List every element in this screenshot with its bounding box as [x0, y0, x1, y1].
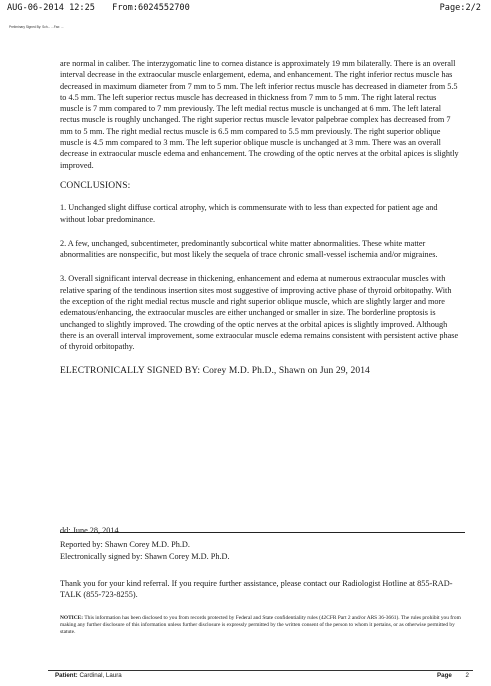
dictation-date: dd: June 28, 2014: [60, 526, 119, 535]
reported-by: Reported by: Shawn Corey M.D. Ph.D.: [60, 540, 190, 550]
page-number: 2: [465, 672, 469, 679]
findings-paragraph: are normal in caliber. The interzygomatic line to cornea distance is approximately 19 mm bilaterally. There is an overall interval decrease in the extraocular muscle enlargement, edema, and enhancement. The right inferior rectus muscle has decreased in maximum diameter from 7 mm to 5 mm. The left inferior rectus muscle has decreased in diameter from 5.5 to 4.5 mm. The left superior rectus muscle has decreased in thickness from 7 mm to 5 mm. The right lateral rectus muscle is 7 mm compared to 7 mm previously. The left medial rectus muscle is unchanged at 6 mm. The left lateral rectus muscle is roughly unchanged. The right superior rectus muscle levator palpebrae complex has decreased from 7 mm to 5 mm. The right medial rectus muscle is 6.5 mm compared to 5.5 mm previously. The right superior oblique muscle is 4.5 mm compared to 3 mm. The left superior oblique muscle is unchanged at 3 mm. There was an overall decrease in extraocular muscle edema and enhancement. The crowding of the optic nerves at the orbital apices is slightly improved.: [60, 59, 459, 170]
dictation-divider: [60, 532, 465, 533]
footer-divider: [48, 670, 473, 671]
fax-header: [7, 3, 481, 15]
conclusion-item-3: 3. Overall significant interval decrease in thickening, enhancement and edema at numerous extraocular muscles with relative sparing of the tendinous insertion sites most suggestive of improving active phase of thyroid orbitopathy. With the exception of the right medial rectus muscle and right superior oblique muscle, which are slightly larger and more edematous/enhancing, the extraocular muscles are either unchanged or smaller in size. The borderline proptosis is unchanged to slightly improved. The crowding of the optic nerves at the orbital apices is slightly improved. Although there is an overall interval improvement, some extraocular muscle edema remains consistent with persistent active phase of thyroid orbitopathy.: [60, 274, 459, 352]
notice-text: This information has been disclosed to you from records protected by Federal and State confidentiality rules (42CFR Part 2 and/or ARS 36-3661). The rules prohibit you from making any further disclosure of this information unless further disclosure is expressly permitted by the written consent of the person to whom it pertains, or as otherwise permitted by statute.: [60, 615, 461, 636]
page-label: Page: [437, 672, 452, 679]
preliminary-signature-line: Preliminary Signed By: Sch... ...Fax: ...: [9, 25, 64, 29]
conclusion-item-2: 2. A few, unchanged, subcentimeter, predominantly subcortical white matter abnormalities. These white matter abnormalities are nonspecific, but most likely the sequela of trace chronic small-vessel ischemia and/or migraines.: [60, 238, 438, 260]
footer-page: [437, 672, 469, 679]
confidentiality-notice: [60, 615, 462, 636]
fax-from-number: From:6024552700: [112, 3, 190, 13]
fax-date-time: AUG-06-2014 12:25: [7, 3, 95, 13]
dictation-block: [60, 525, 230, 562]
conclusion-item-1: 1. Unchanged slight diffuse cortical atrophy, which is commensurate with to less than expected for patient age and without lobar predominance.: [60, 203, 438, 224]
footer-patient: [55, 672, 122, 679]
notice-label: NOTICE:: [60, 615, 84, 621]
fax-page-count: Page:2/2: [439, 3, 481, 13]
patient-name: Cardinal, Laura: [79, 672, 122, 679]
electronic-signature-line: ELECTRONICALLY SIGNED BY: Corey M.D. Ph.D., Shawn on Jun 29, 2014: [60, 365, 370, 376]
fax-header-left: [7, 3, 190, 13]
report-body: [60, 58, 460, 377]
conclusions-heading: CONCLUSIONS:: [60, 180, 131, 191]
referral-thanks: Thank you for your kind referral. If you require further assistance, please contact our Radiologist Hotline at 855-RAD-TALK (855-723-8255).: [60, 579, 453, 600]
patient-label: Patient:: [55, 672, 78, 679]
electronically-signed-by: Electronically signed by: Shawn Corey M.D. Ph.D.: [60, 551, 230, 561]
